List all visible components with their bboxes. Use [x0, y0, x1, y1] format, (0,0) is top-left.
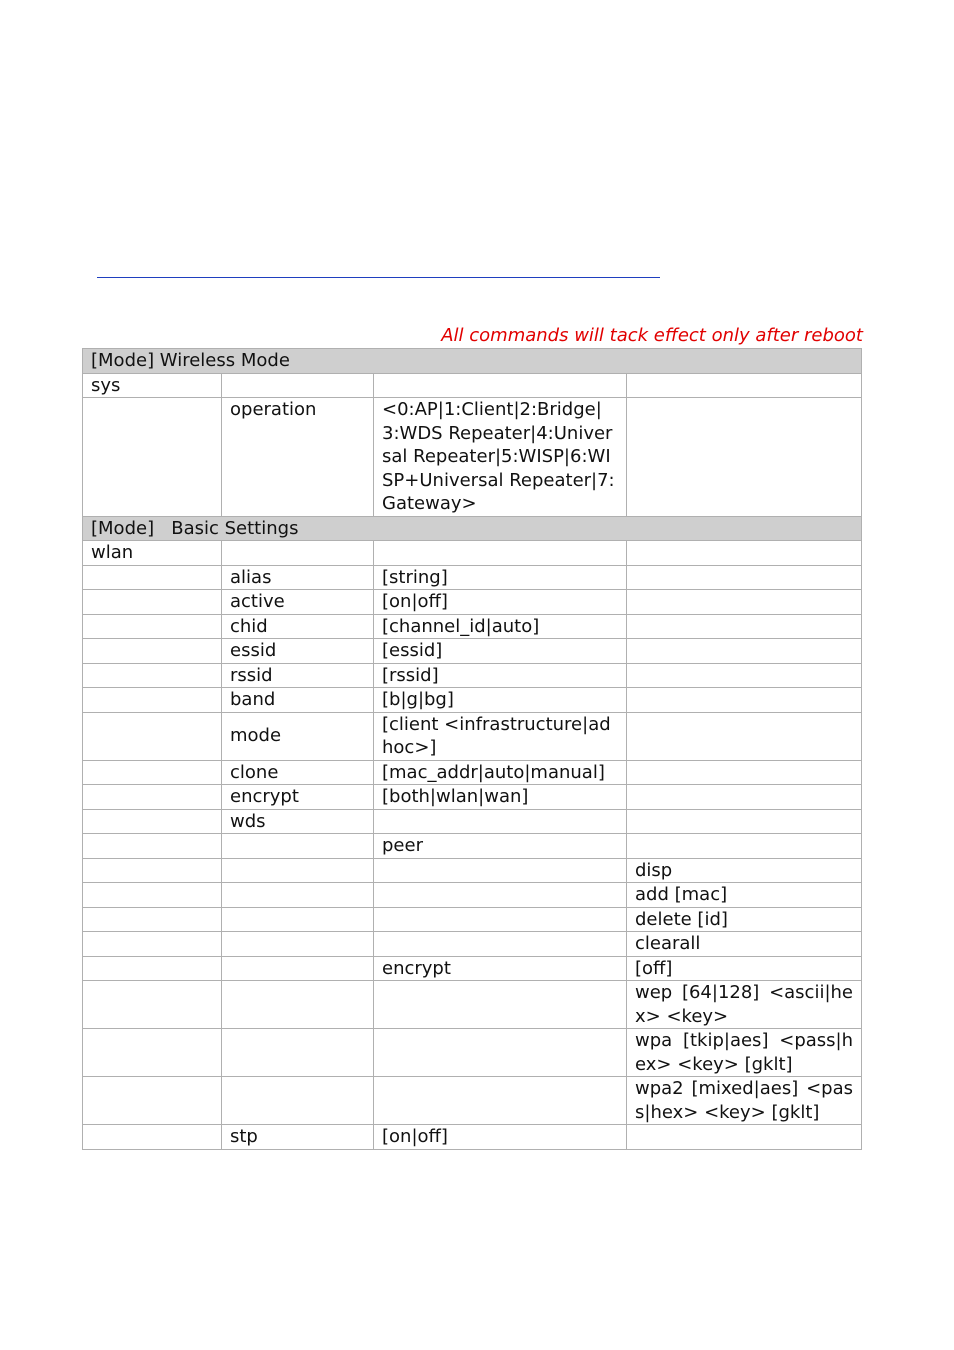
option-cell: [off] [627, 956, 862, 981]
table-row [83, 932, 862, 957]
option-cell: clearall [627, 932, 862, 957]
table-row [83, 858, 862, 883]
option-cell: disp [627, 858, 862, 883]
section-title: [Mode] Basic Settings [83, 516, 862, 541]
table-row [83, 541, 862, 566]
param-cell: mode [222, 712, 374, 760]
value-cell: [b|g|bg] [374, 688, 627, 713]
table-row [83, 398, 862, 517]
option-cell: wpa2 [mixed|aes] <pass|hex> <key> [gklt] [627, 1077, 862, 1125]
table-row [83, 785, 862, 810]
param-cell: stp [222, 1125, 374, 1150]
table-row [83, 590, 862, 615]
param-cell: encrypt [222, 785, 374, 810]
section-header-basic-settings [83, 516, 862, 541]
value-cell [374, 809, 627, 834]
table-row [83, 1029, 862, 1077]
param-cell: rssid [222, 663, 374, 688]
param-cell: clone [222, 760, 374, 785]
param-cell: operation [222, 398, 374, 517]
value-cell: [on|off] [374, 590, 627, 615]
param-cell: wds [222, 809, 374, 834]
sub-param-cell: peer [374, 834, 627, 859]
reboot-note: All commands will tack effect only after reboot [441, 325, 863, 346]
option-cell: add [mac] [627, 883, 862, 908]
table-row [83, 1125, 862, 1150]
value-cell: [essid] [374, 639, 627, 664]
table-row [83, 688, 862, 713]
param-cell: chid [222, 614, 374, 639]
table-row [83, 981, 862, 1029]
table-row [83, 834, 862, 859]
command-cell: sys [83, 373, 222, 398]
value-cell: [channel_id|auto] [374, 614, 627, 639]
option-cell: wpa [tkip|aes] <pass|hex> <key> [gklt] [627, 1029, 862, 1077]
section-title: [Mode] Wireless Mode [83, 349, 862, 374]
value-cell: <0:AP|1:Client|2:Bridge|3:WDS Repeater|4:Universal Repeater|5:WISP|6:WISP+Universal Repeater|7:Gateway> [374, 398, 627, 517]
option-cell: delete [id] [627, 907, 862, 932]
table-row [83, 1077, 862, 1125]
param-cell: band [222, 688, 374, 713]
value-cell: [mac_addr|auto|manual] [374, 760, 627, 785]
table-row [83, 639, 862, 664]
sub-param-cell: encrypt [374, 956, 627, 981]
value-cell: [client <infrastructure|adhoc>] [374, 712, 627, 760]
command-table [82, 348, 862, 1150]
table-row [83, 373, 862, 398]
command-cell: wlan [83, 541, 222, 566]
section-header-wireless-mode [83, 349, 862, 374]
table-row [83, 907, 862, 932]
value-cell: [both|wlan|wan] [374, 785, 627, 810]
value-cell: [on|off] [374, 1125, 627, 1150]
hyperlink-underline[interactable] [97, 277, 660, 278]
value-cell: [rssid] [374, 663, 627, 688]
table-row [83, 760, 862, 785]
table-row [83, 712, 862, 760]
param-cell: essid [222, 639, 374, 664]
table-row [83, 956, 862, 981]
table-row [83, 809, 862, 834]
table-row [83, 565, 862, 590]
param-cell: active [222, 590, 374, 615]
option-cell: wep [64|128] <ascii|hex> <key> [627, 981, 862, 1029]
value-cell: [string] [374, 565, 627, 590]
table-row [83, 614, 862, 639]
param-cell: alias [222, 565, 374, 590]
table-row [83, 663, 862, 688]
table-row [83, 883, 862, 908]
